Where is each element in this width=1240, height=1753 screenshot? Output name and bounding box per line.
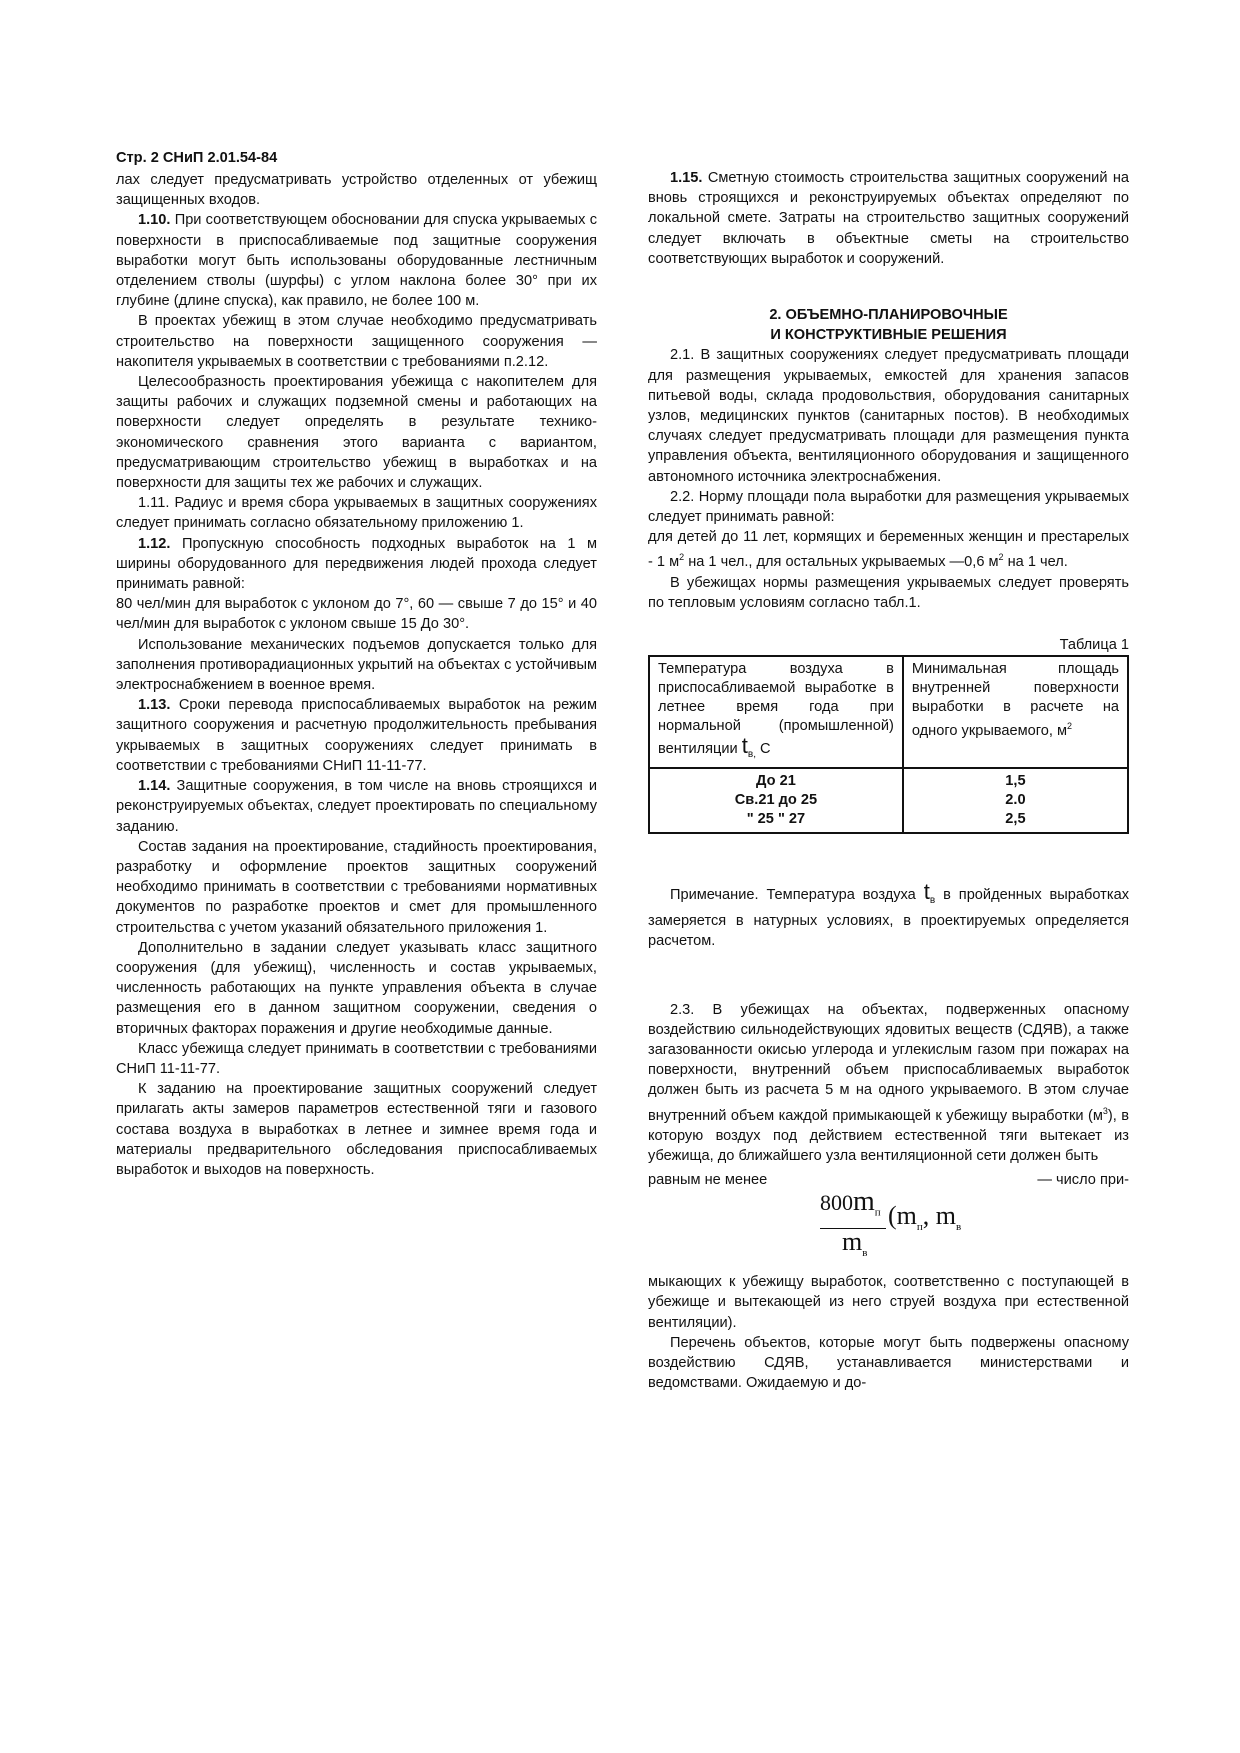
page-header: Стр. 2 СНиП 2.01.54-84 (116, 150, 278, 166)
paragraph: Дополнительно в задании следует указывать класс защитного сооружения (для убежищ), численность и состав укрываемых, численность работающих на пункте управления объекта в случае размещения его в данном защитном сооружении, сведения о вторичных факторах поражения и другие необходимые данные. (116, 939, 597, 1037)
table-note: Примечание. Температура воздуха $t_в$ в пройденных выработках замеряется в натурных условиях, в проектируемых определяется расчетом. (648, 879, 1129, 950)
table-head-temperature: Температура воздуха в приспосабливаемой выработке в летнее время года при нормальной (промышленной) вентиляции $t_{в,}$ С (649, 656, 903, 768)
paragraph: 1.14. Защитные сооружения, в том числе на вновь строящихся и реконструируемых объектах, следует проектировать по специальному заданию. (116, 778, 598, 835)
paragraph-2-2-norms: для детей до 11 лет, кормящих и беременных женщин и престарелых - 1 $м^2$ на 1 чел., для остальных укрываемых —0,6 $м^2$ на 1 чел. (648, 529, 1129, 571)
table-header-row (649, 656, 1128, 768)
table-cell-temp: До 21 Св.21 до 25 " 25 " 27 (649, 768, 903, 833)
paragraph-2-3-list: Перечень объектов, которые могут быть подвержены опасному воздействию СДЯВ, устанавливается министерствами и ведомствами. Ожидаемую и до- (648, 1334, 1129, 1392)
formula-denominator: $m_в$ (842, 1227, 868, 1260)
formula-numerator: $800m_п$ (820, 1186, 881, 1219)
table-1 (648, 655, 1129, 834)
paragraph: Целесообразность проектирования убежища с накопителем для защиты рабочих и служащих подземной смены и работающих на поверхности следует определять в результате технико-экономического сравнения этого варианта с вариантом, предусматривающим строительство убежищ в выработках и на поверхности для защиты тех же рабочих и служащих. (116, 374, 597, 492)
paragraph-2-2: 2.2. Норму площади пола выработки для размещения укрываемых следует принимать равной: (648, 488, 1129, 526)
left-column (116, 170, 597, 1180)
paragraph: 1.10. При соответствующем обосновании для спуска укрываемых с поверхности в приспосабливаемые под защитные сооружения выработки могут быть использованы оборудованные лестничным отделением стволы (шурфы) с углом наклона более 30° при их глубине (длине спуска), как правило, не более 100 м. (116, 212, 597, 310)
right-column (648, 168, 1129, 1393)
paragraph: Использование механических подъемов допускается только для заполнения противорадиационных укрытий на объектах с устойчивым электроснабжением в военное время. (116, 636, 597, 694)
table-caption: Таблица 1 (1059, 636, 1129, 653)
paragraph-2-2-check: В убежищах нормы размещения укрываемых следует проверять по тепловым условиям согласно табл.1. (648, 574, 1129, 611)
paragraph-2-3-cont: мыкающих к убежищу выработок, соответственно с поступающей в убежище и вытекающей из него струей воздуха при естественной вентиляции). (648, 1274, 1129, 1331)
paragraph: Класс убежища следует принимать в соответствии с требованиями СНиП 11-11-77. (116, 1040, 597, 1077)
paragraph: В проектах убежищ в этом случае необходимо предусматривать строительство на поверхности защищенного сооружения — накопителя укрываемых в соответствии с требованиями п.2.12. (116, 313, 597, 370)
paragraph: Состав задания на проектирование, стадийность проектирования, разработку и оформление проектов защитных сооружений необходимо принимать в соответствии с требованиями нормативных документов по разработке проектов и смет для промышленного строительства с учетом указаний обязательного приложения 1. (116, 838, 597, 936)
paragraph: 1.11. Радиус и время сбора укрываемых в защитных сооружениях следует принимать согласно обязательному приложению 1. (116, 495, 597, 532)
paragraph-2-3-line: равным не менее — число при- (648, 1172, 1129, 1189)
table-head-area: Минимальная площадь внутренней поверхности выработки в расчете на одного укрываемого, $м^2$ (903, 656, 1128, 768)
section-title: 2. ОБЪЕМНО-ПЛАНИРОВОЧНЫЕ И КОНСТРУКТИВНЫЕ РЕШЕНИЯ (769, 307, 1008, 344)
formula (648, 1186, 1129, 1266)
table-cell-area: 1,5 2.0 2,5 (903, 768, 1128, 833)
paragraph-1-15: 1.15. Сметную стоимость строительства защитных сооружений на вновь строящихся и реконструируемых объектах определяют по локальной смете. Затраты на строительство защитных сооружений следует включать в объектные сметы на строительство соответствующих выработок и сооружений. (648, 170, 1130, 267)
formula-params: ($m_п$, $m_в$ (888, 1201, 962, 1234)
paragraph: 80 чел/мин для выработок с уклоном до 7°, 60 — свыше 7 до 15° и 40 чел/мин для выработок с уклоном свыше 15 До 30°. (116, 596, 597, 633)
table-row (649, 768, 1128, 833)
paragraph-2-3: 2.3. В убежищах на объектах, подверженных опасному воздействию сильнодействующих ядовитых веществ (СДЯВ), а также загазованности окисью углерода и углекислым газом при пожарах на поверхности, внутренний объем приспосабливаемых выработок должен быть из расчета 5 м на одного укрываемого. В этом случае внутренний объем каждой примыкающей к убежищу выработки $(м^3)$, в которую воздух под действием естественной тяги вытекает из убежища, до ближайшего узла вентиляционной сети должен быть (648, 1001, 1129, 1164)
paragraph: лах следует предусматривать устройство отделенных от убежищ защищенных входов. (116, 172, 597, 209)
paragraph: К заданию на проектирование защитных сооружений следует прилагать акты замеров параметров естественной тяги и газового состава воздуха в выработках в летнее и зимнее время года и материалы предварительного обследования приспосабливаемых выработок и выходов на поверхность. (116, 1081, 597, 1178)
paragraph-2-1: 2.1. В защитных сооружениях следует предусматривать площади для размещения укрываемых, емкостей для хранения запасов питьевой воды, склада продовольствия, оборудования санитарных узлов, медицинских пунктов (санитарных постов). В необходимых случаях следует предусматривать площади для размещения пункта управления объекта, вентиляционного оборудования и защищенного автономного источника электроснабжения. (648, 347, 1129, 485)
paragraph: 1.13. Сроки перевода приспосабливаемых выработок на режим защитного сооружения и расчетную продолжительность пребывания укрываемых в защитных сооружениях следует принимать в соответствии с требованиями СНиП 11-11-77. (116, 697, 597, 774)
paragraph: 1.12. Пропускную способность подходных выработок на 1 м ширины оборудованного для передвижения людей прохода следует принимать равной: (116, 535, 598, 593)
